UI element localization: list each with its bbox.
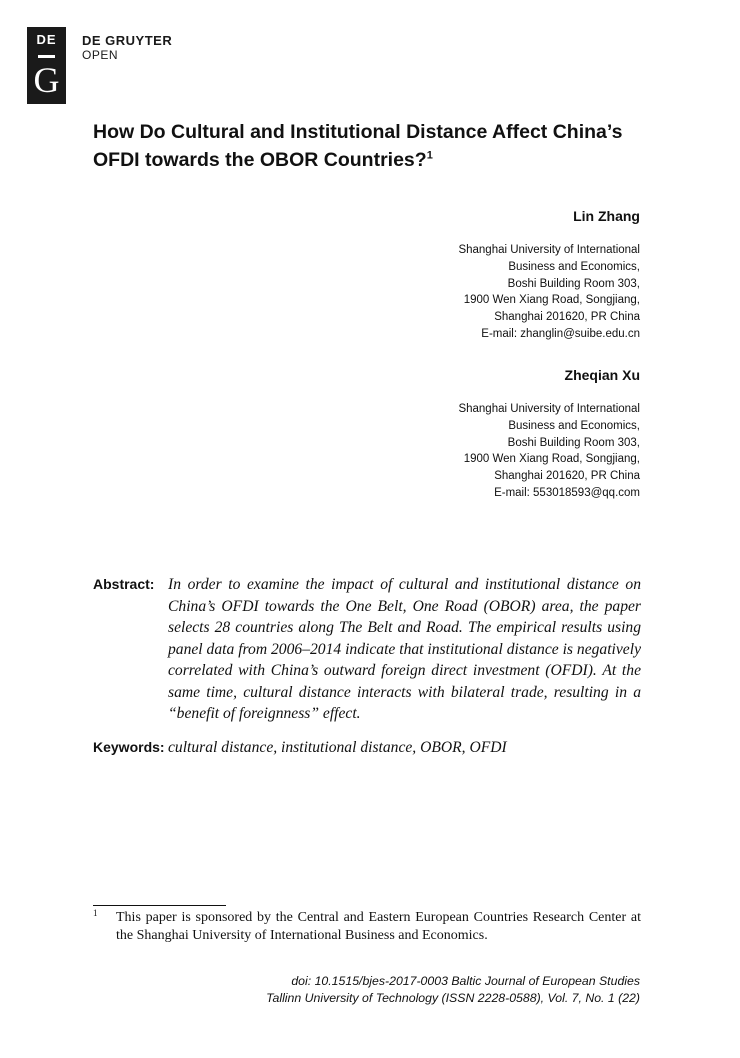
author-block <box>458 207 640 343</box>
footnote-mark: 1 <box>93 908 98 918</box>
publisher-sub: OPEN <box>82 48 119 62</box>
affiliation-line: Boshi Building Room 303, <box>507 277 640 290</box>
affiliation-line: Business and Economics, <box>508 419 640 432</box>
logo-g-text: G <box>33 60 60 100</box>
affiliation-line: Shanghai University of International <box>458 403 640 415</box>
author-name: Zheqian Xu <box>564 367 640 383</box>
footnote-text: This paper is sponsored by the Central and Eastern European Countries Research Center at the Shanghai University of International Business and Economics. <box>116 910 641 943</box>
logo-de-text: DE <box>36 32 57 47</box>
paper-title <box>93 118 673 174</box>
logo-divider <box>38 55 55 58</box>
keywords-text: cultural distance, institutional distance, OBOR, OFDI <box>168 739 507 756</box>
abstract-label: Abstract: <box>93 576 155 592</box>
paper-title-text: How Do Cultural and Institutional Distance Affect China’s OFDI towards the OBOR Countries? <box>93 121 623 171</box>
affiliation-line: Shanghai 201620, PR China <box>494 470 640 483</box>
affiliation-line: Business and Economics, <box>508 260 640 273</box>
affiliation-line: 1900 Wen Xiang Road, Songjiang, <box>463 453 640 466</box>
publisher-logo-mark <box>27 27 66 104</box>
affiliation-line: Shanghai University of International <box>458 244 640 256</box>
affiliation-line: Boshi Building Room 303, <box>507 436 640 449</box>
footer-journal-line: Tallinn University of Technology (ISSN 2228-0588), Vol. 7, No. 1 (22) <box>266 990 640 1005</box>
affiliation-line: Shanghai 201620, PR China <box>494 311 640 324</box>
author-affiliation <box>458 401 640 502</box>
footer-doi-line: doi: 10.1515/bjes-2017-0003 Baltic Journal of European Studies <box>291 974 640 988</box>
author-block <box>458 366 640 502</box>
abstract-text: In order to examine the impact of cultural and institutional distance on China’s OFDI towards the One Belt, One Road (OBOR) area, the paper selects 28 countries along The Belt and Road. The empirical results using panel data from 2006–2014 indicate that institutional distance is negatively correlated with China’s outward foreign direct investment (OFDI). At the same time, cultural distance interacts with bilateral trade, resulting in a “benefit of foreignness” effect. <box>168 576 641 722</box>
publisher-wordmark <box>82 33 172 62</box>
author-affiliation <box>458 242 640 343</box>
title-footnote-ref: 1 <box>426 149 433 162</box>
publisher-name: DE GRUYTER <box>82 33 173 48</box>
author-email: E-mail: 553018593@qq.com <box>494 486 640 499</box>
affiliation-line: 1900 Wen Xiang Road, Songjiang, <box>463 294 640 307</box>
footnote-divider <box>93 905 226 906</box>
author-email: E-mail: zhanglin@suibe.edu.cn <box>481 327 640 340</box>
author-name: Lin Zhang <box>573 208 640 224</box>
page-footer <box>266 973 640 1006</box>
keywords-label: Keywords: <box>93 739 165 755</box>
